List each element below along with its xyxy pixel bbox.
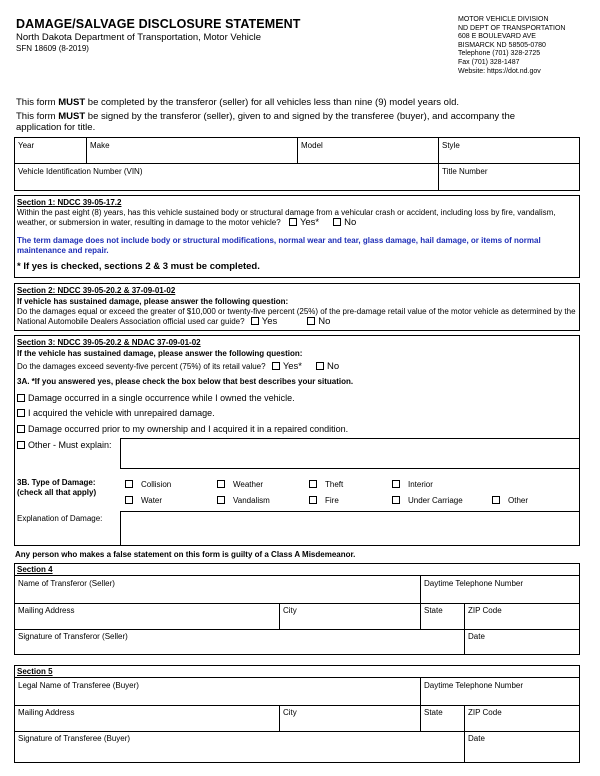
damage-label: Interior [408,480,433,489]
section-3b-label: 3B. Type of Damage: [17,478,96,487]
style-field[interactable]: Style [442,141,460,150]
section-2-heading: Section 2: NDCC 39-05-20.2 & 37-09-01-02 [17,286,176,295]
no-label: No [344,216,357,228]
no-label: No [327,361,340,372]
seller-address-field[interactable]: Mailing Address [18,606,75,615]
intro-line-1 [16,97,586,108]
agency-line: ND DEPT OF TRANSPORTATION [458,24,566,32]
section-2-question [17,307,579,326]
damage-vandalism[interactable] [217,496,270,505]
damage-label: Under Carriage [408,496,463,505]
other-explain-field[interactable] [120,438,580,469]
damage-under-carriage[interactable] [392,496,463,505]
seller-phone-field[interactable]: Daytime Telephone Number [424,579,524,588]
section-3-question [17,362,339,372]
option-other[interactable] [17,440,112,450]
section-2-yes-checkbox[interactable] [251,317,259,325]
damage-checkbox[interactable] [217,496,225,504]
section-3-yes-checkbox[interactable] [272,362,280,370]
agency-line: MOTOR VEHICLE DIVISION [458,16,549,23]
year-field[interactable]: Year [18,141,35,150]
agency-website: Website: https://dot.nd.gov [458,67,541,75]
section-5-heading: Section 5 [17,667,53,676]
intro-text: This form [16,97,59,108]
damage-label: Theft [325,480,344,489]
agency-line: Fax (701) 328-1487 [458,58,520,66]
explanation-field[interactable] [120,511,580,546]
buyer-name-field[interactable]: Legal Name of Transferee (Buyer) [18,681,139,690]
seller-city-field[interactable]: City [283,606,297,615]
damage-theft[interactable] [309,480,343,489]
section-3a-instruction: 3A. *If you answered yes, please check the box below that best describes your situation. [17,377,354,386]
option-checkbox[interactable] [17,425,25,433]
question-text: Within the past eight (8) years, has this vehicle sustained body or structural damage from a vehicular crash or accident, including loss by fire, vandalism, weather, or submersion in water, resulting in damage to the motor vehicle? [17,208,556,227]
buyer-date-field[interactable]: Date [468,734,485,743]
department-name: North Dakota Department of Transportation, Motor Vehicle [16,32,262,43]
agency-line: BISMARCK ND 58505-0780 [458,41,546,49]
question-text: Do the damages exceed seventy-five percent (75%) of its retail value? [17,362,266,371]
seller-date-field[interactable]: Date [468,632,485,641]
damage-weather[interactable] [217,480,263,489]
damage-definition-note: The term damage does not include body or structural modifications, normal wear and tear, glass damage, hail damage, or items of normal maintenance and repair. [17,236,541,255]
option-checkbox[interactable] [17,441,25,449]
damage-label: Fire [325,496,339,505]
agency-line: Telephone (701) 328-2725 [458,50,541,58]
vin-field[interactable]: Vehicle Identification Number (VIN) [18,167,143,176]
damage-water[interactable] [125,496,162,505]
yes-label: Yes [261,315,278,327]
damage-checkbox[interactable] [392,480,400,488]
buyer-phone-field[interactable]: Daytime Telephone Number [424,681,524,690]
damage-other[interactable] [492,496,528,505]
buyer-state-field[interactable]: State [424,708,443,717]
damage-checkbox[interactable] [125,496,133,504]
section-3-instruction: If the vehicle has sustained damage, please answer the following question: [17,349,303,358]
damage-checkbox[interactable] [125,480,133,488]
option-single-occurrence[interactable] [17,393,295,403]
make-field[interactable]: Make [90,141,110,150]
no-label: No [318,315,331,327]
option-label: Damage occurred in a single occurrence while I owned the vehicle. [28,393,295,403]
section-3-no-checkbox[interactable] [316,362,324,370]
intro-text: be signed by the transferor (seller), given to and signed by the transferee (buyer), and accompany the application for title. [16,111,516,133]
section-1-footnote: * If yes is checked, sections 2 & 3 must be completed. [17,261,260,272]
option-checkbox[interactable] [17,409,25,417]
section-1-question [17,208,577,227]
damage-label: Other [508,496,529,505]
intro-must: MUST [58,111,86,122]
damage-collision[interactable] [125,480,171,489]
damage-fire[interactable] [309,496,339,505]
form-title: DAMAGE/SALVAGE DISCLOSURE STATEMENT [16,17,301,31]
option-label: Damage occurred prior to my ownership and I acquired it in a repaired condition. [28,424,349,434]
section-1-yes-checkbox[interactable] [289,218,297,226]
buyer-signature-field[interactable]: Signature of Transferee (Buyer) [18,734,131,743]
model-field[interactable]: Model [301,141,323,150]
damage-checkbox[interactable] [309,480,317,488]
intro-text: This form [16,111,59,122]
yes-label: Yes* [299,216,320,228]
damage-label: Collision [141,480,172,489]
yes-label: Yes* [282,361,303,372]
section-4-heading: Section 4 [17,565,53,574]
option-checkbox[interactable] [17,394,25,402]
damage-checkbox[interactable] [492,496,500,504]
section-3b-sublabel: (check all that apply) [17,488,97,497]
seller-zip-field[interactable]: ZIP Code [468,606,502,615]
intro-line-2 [16,111,556,133]
intro-must: MUST [58,97,86,108]
option-unrepaired[interactable] [17,408,215,418]
damage-checkbox[interactable] [309,496,317,504]
damage-checkbox[interactable] [392,496,400,504]
section-2-instruction: If vehicle has sustained damage, please answer the following question: [17,297,289,306]
damage-checkbox[interactable] [217,480,225,488]
form-number: SFN 18609 (8-2019) [16,44,89,53]
explanation-label: Explanation of Damage: [17,514,103,523]
damage-interior[interactable] [392,480,433,489]
section-3-heading: Section 3: NDCC 39-05-20.2 & NDAC 37-09-01-02 [17,338,201,347]
title-number-field[interactable]: Title Number [442,167,488,176]
seller-signature-field[interactable]: Signature of Transferor (Seller) [18,632,128,641]
damage-label: Water [141,496,163,505]
option-label: Other - Must explain: [28,440,112,450]
intro-text: be completed by the transferor (seller) for all vehicles less than nine (9) model years old. [85,97,459,108]
seller-state-field[interactable]: State [424,606,443,615]
section-1-heading: Section 1: NDCC 39-05-17.2 [17,198,122,207]
seller-name-field[interactable]: Name of Transferor (Seller) [18,579,115,588]
damage-label: Vandalism [233,496,270,505]
question-text: Do the damages equal or exceed the greater of $10,000 or twenty-five percent (25%) of the pre-damage retail value of the motor vehicle as determined by the National Automobile Dealers Association official used car guide? [17,307,576,326]
section-1-no-checkbox[interactable] [333,218,341,226]
buyer-address-field[interactable]: Mailing Address [18,708,75,717]
agency-address [458,16,598,76]
misdemeanor-warning: Any person who makes a false statement on this form is guilty of a Class A Misdemeanor. [15,550,356,559]
buyer-city-field[interactable]: City [283,708,297,717]
option-label: I acquired the vehicle with unrepaired damage. [28,408,215,418]
section-2-no-checkbox[interactable] [307,317,315,325]
damage-label: Weather [233,480,264,489]
buyer-zip-field[interactable]: ZIP Code [468,708,502,717]
agency-line: 608 E BOULEVARD AVE [458,33,536,41]
option-repaired[interactable] [17,424,348,434]
